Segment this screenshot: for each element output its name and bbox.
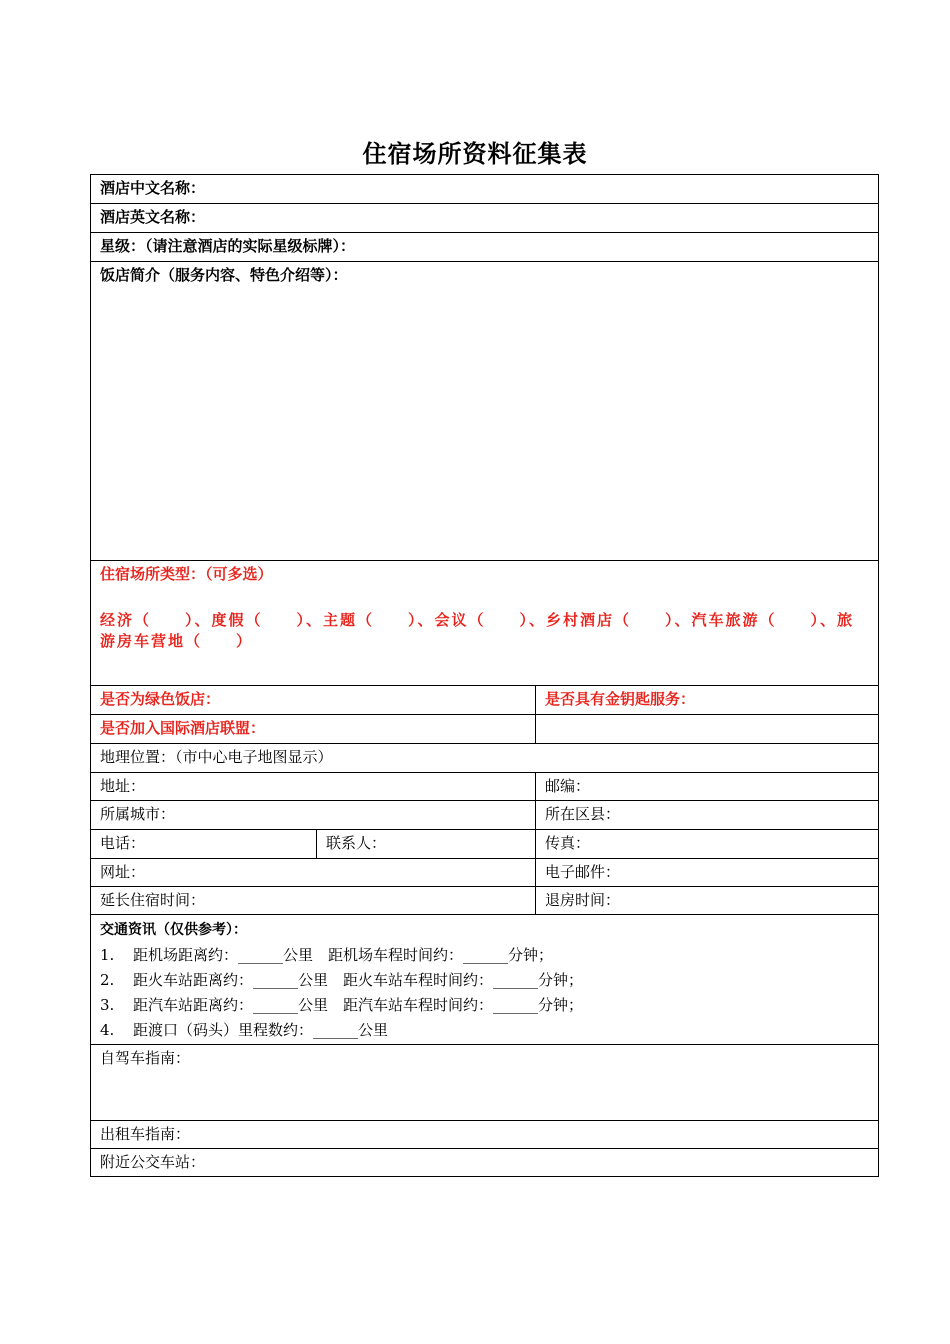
district-field[interactable]	[536, 801, 879, 830]
traffic-item: 3. 距汽车站距离约：______公里 距汽车站车程时间约：______分钟；	[100, 996, 584, 1014]
postcode-label: 邮编：	[545, 777, 591, 795]
hotel-name-en-field[interactable]	[91, 204, 879, 233]
city-label: 所属城市：	[100, 805, 176, 823]
taxi-guide-label: 出租车指南：	[100, 1125, 191, 1143]
golden-key-label: 是否具有金钥匙服务：	[545, 690, 696, 708]
lodging-type-label: 住宿场所类型：（可多选）	[100, 565, 273, 583]
hotel-name-cn-label: 酒店中文名称：	[100, 179, 206, 197]
star-rating-label: 星级：（请注意酒店的实际星级标牌）：	[100, 237, 356, 255]
traffic-item: 2. 距火车站距离约：______公里 距火车站车程时间约：______分钟；	[100, 971, 584, 989]
city-field[interactable]	[91, 801, 536, 830]
fax-label: 传真：	[545, 834, 591, 852]
address-field[interactable]	[91, 773, 536, 801]
traffic-info-section[interactable]	[91, 915, 879, 1045]
form-title: 住宿场所资料征集表	[362, 140, 588, 168]
bus-stop-label: 附近公交车站：	[100, 1153, 206, 1171]
email-field[interactable]	[536, 859, 879, 887]
green-hotel-field[interactable]	[91, 686, 536, 715]
fax-field[interactable]	[536, 830, 879, 859]
contact-label: 联系人：	[326, 834, 387, 852]
traffic-item: 4. 距渡口（码头）里程数约：______公里	[100, 1021, 389, 1039]
self-drive-guide-field[interactable]	[91, 1045, 879, 1121]
intl-alliance-label: 是否加入国际酒店联盟：	[100, 719, 266, 737]
address-label: 地址：	[100, 777, 146, 795]
district-label: 所在区县：	[545, 805, 621, 823]
phone-field[interactable]	[91, 830, 317, 859]
extended-stay-field[interactable]	[91, 887, 536, 915]
checkout-time-label: 退房时间：	[545, 891, 621, 909]
website-label: 网址：	[100, 863, 146, 881]
location-label: 地理位置：（市中心电子地图显示）	[100, 748, 333, 766]
self-drive-guide-label: 自驾车指南：	[100, 1049, 191, 1067]
hotel-intro-field[interactable]	[91, 262, 879, 561]
bus-stop-field[interactable]	[91, 1149, 879, 1177]
contact-field[interactable]	[317, 830, 536, 859]
location-field[interactable]	[91, 744, 879, 773]
traffic-item: 1. 距机场距离约：______公里 距机场车程时间约：______分钟；	[100, 946, 554, 964]
taxi-guide-field[interactable]	[91, 1121, 879, 1149]
traffic-list	[100, 943, 869, 1043]
intl-alliance-field[interactable]	[91, 715, 536, 744]
green-hotel-label: 是否为绿色饭店：	[100, 690, 221, 708]
star-rating-field[interactable]	[91, 233, 879, 262]
hotel-intro-label: 饭店简介（服务内容、特色介绍等）：	[100, 266, 348, 284]
website-field[interactable]	[91, 859, 536, 887]
hotel-name-en-label: 酒店英文名称：	[100, 208, 206, 226]
extended-stay-label: 延长住宿时间：	[100, 891, 206, 909]
hotel-info-form	[90, 174, 879, 1177]
checkout-time-field[interactable]	[536, 887, 879, 915]
intl-alliance-value[interactable]	[536, 715, 879, 744]
traffic-heading: 交通资讯（仅供参考）：	[100, 922, 247, 938]
phone-label: 电话：	[100, 834, 146, 852]
postcode-field[interactable]	[536, 773, 879, 801]
golden-key-field[interactable]	[536, 686, 879, 715]
lodging-type-options: 经济（ ）、度假（ ）、主题（ ）、会议（ ）、乡村酒店（ ）、汽车旅游（ ）、旅游房车营地（ ）	[100, 611, 855, 650]
email-label: 电子邮件：	[545, 863, 621, 881]
hotel-name-cn-field[interactable]	[91, 175, 879, 204]
lodging-type-field[interactable]	[91, 561, 879, 686]
